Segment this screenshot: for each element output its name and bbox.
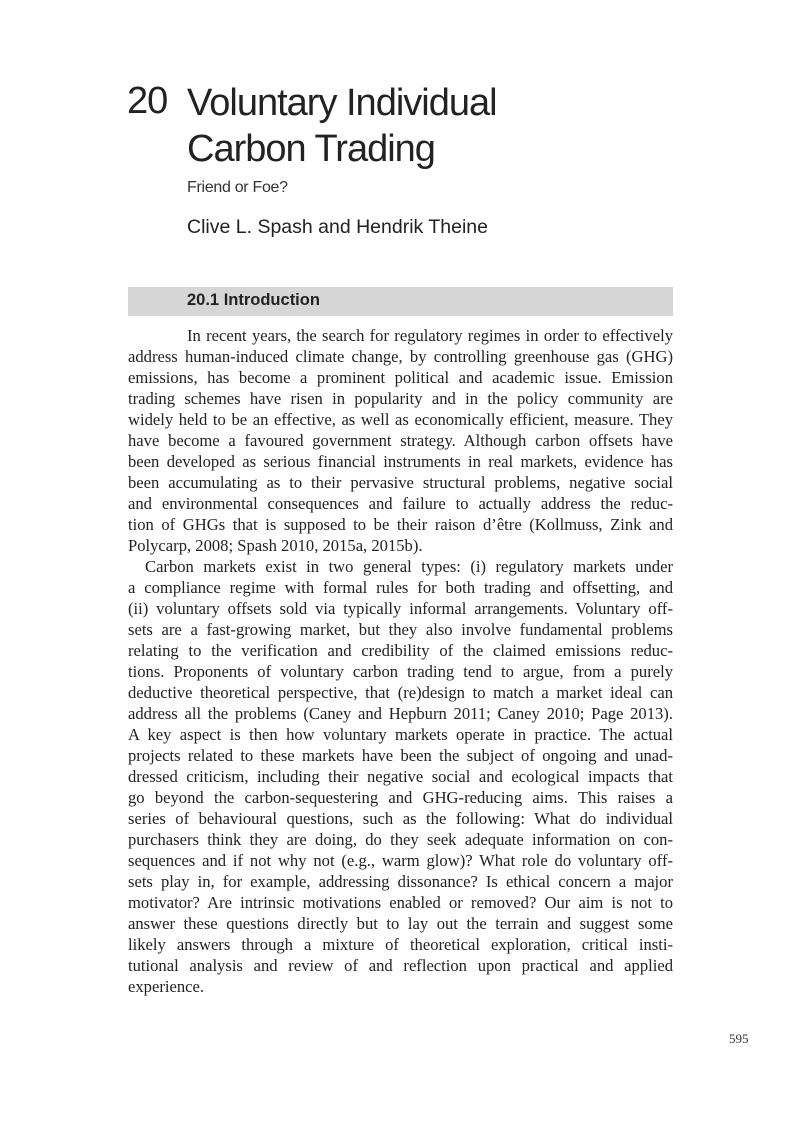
- text-line: purchasers think they are doing, do they seek adequate information on con-: [128, 830, 673, 849]
- text-line: (ii) voluntary offsets sold via typically informal arrangements. Voluntary off-: [128, 599, 673, 618]
- text-line: address human-induced climate change, by controlling greenhouse gas (GHG): [128, 347, 673, 366]
- text-line: have become a favoured government strategy. Although carbon offsets have: [128, 431, 673, 450]
- text-line: sets play in, for example, addressing dissonance? Is ethical concern a major: [128, 872, 673, 891]
- paragraph: [128, 556, 673, 997]
- page-number: 595: [729, 1031, 749, 1046]
- text-line: answer these questions directly but to lay out the terrain and suggest some: [128, 914, 673, 933]
- text-line: In recent years, the search for regulatory regimes in order to effectively: [187, 326, 673, 345]
- text-line: tion of GHGs that is supposed to be their raison d’être (Kollmuss, Zink and: [128, 515, 673, 534]
- text-line: Carbon markets exist in two general types: (i) regulatory markets under: [145, 557, 673, 576]
- chapter-title: [187, 80, 497, 172]
- text-line: motivator? Are intrinsic motivations enabled or removed? Our aim is not to: [128, 893, 673, 912]
- text-line: tions. Proponents of voluntary carbon trading tend to argue, from a purely: [128, 662, 673, 681]
- text-line: tutional analysis and review of and reflection upon practical and applied: [128, 956, 673, 975]
- text-line: address all the problems (Caney and Hepburn 2011; Caney 2010; Page 2013).: [128, 704, 673, 723]
- chapter-title-line: Carbon Trading: [187, 128, 435, 170]
- body-text: [128, 325, 673, 997]
- text-line: likely answers through a mixture of theoretical exploration, critical insti-: [128, 935, 673, 954]
- text-line: experience.: [128, 977, 205, 996]
- text-line: dressed criticism, including their negative social and ecological impacts that: [128, 767, 673, 786]
- text-line: go beyond the carbon-sequestering and GHG-reducing aims. This raises a: [128, 788, 673, 807]
- text-line: sequences and if not why not (e.g., warm glow)? What role do voluntary off-: [128, 851, 673, 870]
- chapter-subtitle: Friend or Foe?: [187, 179, 288, 196]
- text-line: series of behavioural questions, such as the following: What do individual: [128, 809, 673, 828]
- text-line: sets are a fast-growing market, but they also involve fundamental problems: [128, 620, 673, 639]
- section-heading-bar: [128, 287, 673, 316]
- text-line: A key aspect is then how voluntary markets operate in practice. The actual: [128, 725, 673, 744]
- text-line: and environmental consequences and failure to actually address the reduc-: [128, 494, 673, 513]
- chapter-title-line: Voluntary Individual: [187, 82, 497, 124]
- section-title: 20.1 Introduction: [187, 291, 320, 309]
- text-line: been developed as serious financial instruments in real markets, evidence has: [128, 452, 673, 471]
- chapter-authors: Clive L. Spash and Hendrik Theine: [187, 216, 488, 238]
- text-line: trading schemes have risen in popularity and in the policy community are: [128, 389, 673, 408]
- text-line: widely held to be an effective, as well as economically efficient, measure. They: [128, 410, 673, 429]
- text-line: Polycarp, 2008; Spash 2010, 2015a, 2015b).: [128, 536, 423, 555]
- text-line: deductive theoretical perspective, that (re)design to match a market ideal can: [128, 683, 673, 702]
- text-line: emissions, has become a prominent political and academic issue. Emission: [128, 368, 673, 387]
- text-line: a compliance regime with formal rules for both trading and offsetting, and: [128, 578, 673, 597]
- text-line: projects related to these markets have been the subject of ongoing and unad-: [128, 746, 673, 765]
- chapter-number: 20: [127, 80, 168, 122]
- text-line: been accumulating as to their pervasive structural problems, negative social: [128, 473, 673, 492]
- text-line: relating to the verification and credibility of the claimed emissions reduc-: [128, 641, 673, 660]
- paragraph: [128, 325, 673, 556]
